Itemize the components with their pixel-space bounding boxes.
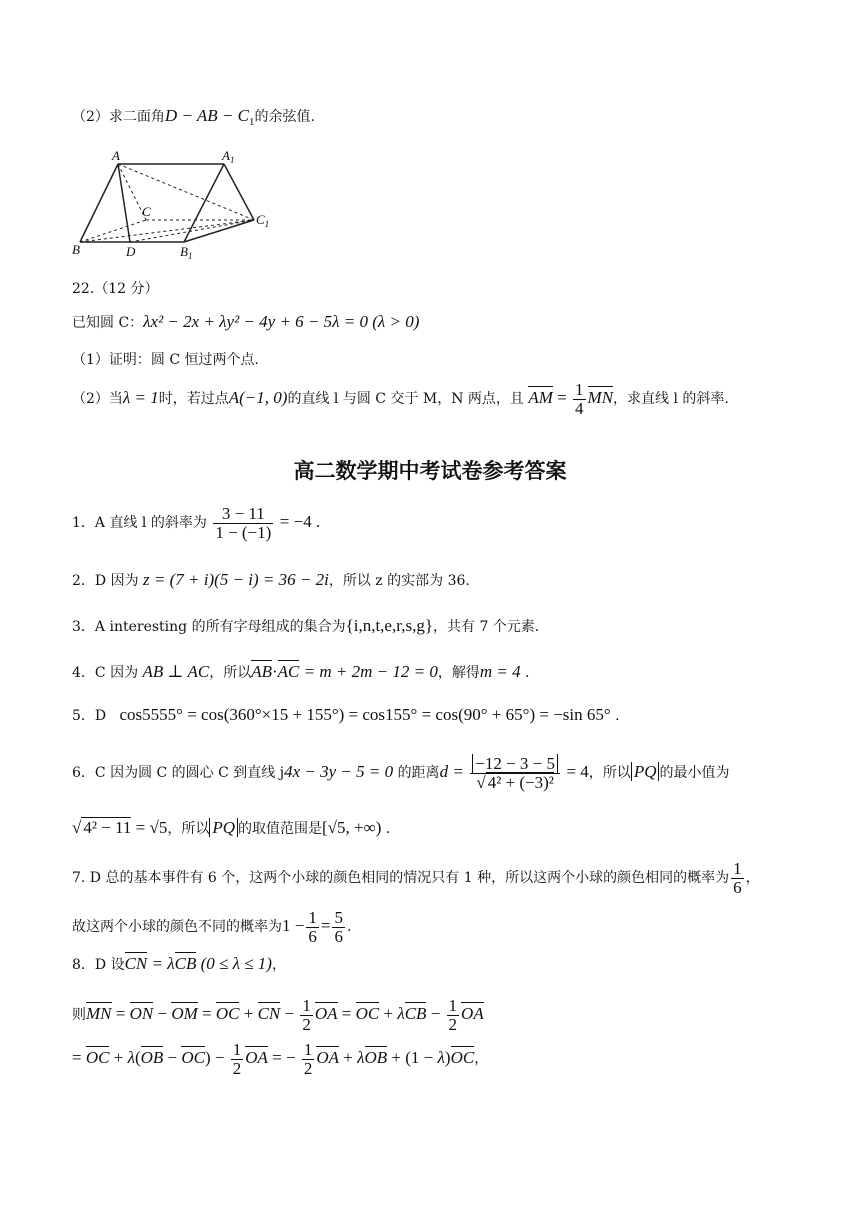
a7-l1-tail: ， [745, 870, 760, 886]
a8-l3-tail: ， [474, 1051, 489, 1067]
a4-dot-expr: = m + 2m − 12 = 0 [303, 662, 438, 681]
a6-l2-eq: = √5 [135, 818, 168, 837]
vec-AM: AM [528, 388, 553, 407]
a1-den: 1 − (−1) [215, 522, 272, 542]
a6-mid: 的距离 [397, 765, 440, 781]
a6-l2-mid: ，所以 [167, 821, 210, 837]
q21-part2-prefix: （2）求二面角 [72, 109, 165, 125]
a6-l2-sqrt: 4² − 11 [83, 818, 132, 837]
label-B: B [72, 242, 80, 257]
label-A: A [112, 150, 120, 163]
a7-frac1 [731, 860, 744, 897]
answer-7-line2 [72, 904, 351, 949]
a7-f1d: 6 [733, 877, 742, 897]
a2-expr: z = (7 + i)(5 − i) = 36 − 2i [143, 570, 329, 589]
q22-p2-lambda: λ = 1 [122, 388, 159, 407]
vec-MN: MN [587, 388, 614, 407]
label-D: D [126, 244, 136, 259]
a6-lead: 6．C 因为圆 C 的圆心 C 到直线 j [72, 765, 285, 781]
a6-l2-pq: PQ [209, 818, 238, 837]
a6-line-eq: 4x − 3y − 5 = 0 [284, 762, 394, 781]
answer-1 [72, 500, 320, 545]
q22-part1: （1）证明：圆 C 恒过两个点. [72, 352, 259, 368]
a8-l1-expr: = λ [151, 954, 175, 973]
q22-intro-line [72, 312, 419, 333]
a3-set: {i,n,t,e,r,s,g} [345, 616, 433, 635]
a2-lead: 2．D 因为 [72, 573, 139, 589]
q21-part2-expr: D − AB − C [164, 106, 249, 125]
answer-5 [72, 705, 620, 726]
q22-part2: （2）当λ = 1时，若过点A(−1, 0)的直线 l 与圆 C 交于 M，N 两点，且 AM = $\frac{1}{4}$ MN，求直线 l 的斜率. [72, 379, 729, 418]
q22-p2-e: 的直线 l 与圆 C 交于 M，N 两点，且 [287, 391, 524, 407]
a7-fn: 1 [308, 907, 317, 927]
a4-mid2: ，解得 [437, 665, 480, 681]
q22-p2-a: （2）当 [72, 391, 123, 407]
label-C1: $C_1$ [256, 212, 270, 229]
a8-l1: 8．D 设 [72, 957, 125, 973]
q22-p2-point: A(−1, 0) [228, 388, 288, 407]
q22-p2-c: 时，若过点 [158, 391, 229, 407]
a8-l1-tail: ， [271, 957, 286, 973]
a7-l1: 7. D 总的基本事件有 6 个，这两个小球的颜色相同的情况只有 1 种，所以这两个小球的颜色相同的概率为 [72, 870, 730, 886]
a5-expr: cos5555° = cos(360°×15 + 155°) = cos155° = cos(90° + 65°) = −sin 65° [119, 705, 611, 724]
a6-eq4: = 4 [566, 762, 589, 781]
a6-d: d = [439, 762, 464, 781]
a6-tail: ，所以 [588, 765, 631, 781]
q21-part2-suffix: 的余弦值. [254, 109, 315, 125]
a5-tail: . [615, 708, 620, 724]
answer-8-line3: = OC + λ(OB − OC) − $\frac{1}{2}$ OA = − $\frac{1}{2}$ OA + λOB + (1 − λ)OC， [72, 1039, 489, 1078]
prism-figure [68, 150, 278, 260]
a8-l2: 则 [72, 1007, 86, 1023]
answer-2 [72, 570, 470, 591]
a6-tail2: 的最小值为 [659, 765, 730, 781]
label-A1: $A_1$ [222, 150, 235, 165]
a6-den: 4² + (−3)² [487, 772, 554, 792]
a6-l2-mid2: 的取值范围是 [238, 821, 322, 837]
q22-equation: λx² − 2x + λy² − 4y + 6 − 5λ = 0 (λ > 0) [143, 312, 420, 331]
a7-fd: 6 [308, 926, 317, 946]
a7-eq: = [320, 916, 331, 935]
a4-perp: AB ⊥ AC [142, 662, 210, 681]
a4-tail: . [525, 665, 530, 681]
answer-4: 4．C 因为 AB ⊥ AC，所以AB·AC = m + 2m − 12 = 0，解得m = 4 . [72, 662, 530, 681]
a6-num: −12 − 3 − 5 [472, 754, 558, 773]
q22-header: 22.（12 分） [72, 281, 159, 297]
a6-l2-tail: . [385, 821, 391, 837]
a7-f1n: 1 [733, 858, 742, 878]
answer-3 [72, 616, 539, 637]
a3-tail: ，共有 7 个元素. [433, 619, 540, 635]
q21-part2 [72, 106, 315, 132]
a1-num: 3 − 11 [213, 505, 273, 524]
a1-tail: = −4 . [279, 512, 321, 531]
answer-6-line2: √ 4² − 11 = √5，所以 PQ 的取值范围是[√5, +∞) . [72, 818, 391, 837]
answer-8-line1: 8．D 设CN = λCB (0 ≤ λ ≤ 1)， [72, 954, 286, 973]
a7-rn: 5 [334, 907, 343, 927]
a7-rd: 6 [334, 926, 343, 946]
a7-l2-tail: . [346, 919, 352, 935]
a1-fraction [213, 505, 273, 542]
a4-lead: 4．C 因为 [72, 665, 139, 681]
a8-l1-range: (0 ≤ λ ≤ 1) [200, 954, 272, 973]
q22-intro: 已知圆 C： [72, 315, 144, 331]
frac-quarter: $\frac{1}{4}$ [575, 379, 584, 418]
a1-lead: 1．A 直线 l 的斜率为 [72, 515, 207, 531]
a6-fraction: $\frac{-12 - 3 - 5}{\text{√ 4² + (−3)²}}$ [470, 755, 560, 792]
a3-lead: 3．A interesting 的所有字母组成的集合为 [72, 619, 346, 635]
q21-part2-sub: 1 [248, 115, 255, 128]
a5-lead: 5．D [72, 708, 107, 724]
label-B1: $B_1$ [180, 244, 193, 260]
a4-mid: ，所以 [209, 665, 252, 681]
answer-8-line2: 则MN = ON − OM = OC + CN − $\frac{1}{2}$ OA = OC + λCB − $\frac{1}{2}$ OA [72, 995, 484, 1034]
answer-6-line1 [72, 744, 729, 801]
answers-title: 高二数学期中考试卷参考答案 [293, 459, 567, 483]
q22-p2-h: ，求直线 l 的斜率. [613, 391, 729, 407]
a7-frac3 [332, 909, 345, 946]
a6-l2-range: [√5, +∞) [322, 818, 382, 837]
answer-7-line1 [72, 856, 760, 900]
a7-l2: 故这两个小球的颜色不同的概率为 [72, 919, 282, 935]
a7-frac2 [306, 909, 319, 946]
a4-result: m = 4 [479, 662, 521, 681]
a6-pq: PQ [631, 762, 660, 781]
a7-one: 1 − [282, 916, 305, 935]
label-C: C [142, 204, 151, 219]
a2-tail: ，所以 z 的实部为 36. [328, 573, 470, 589]
